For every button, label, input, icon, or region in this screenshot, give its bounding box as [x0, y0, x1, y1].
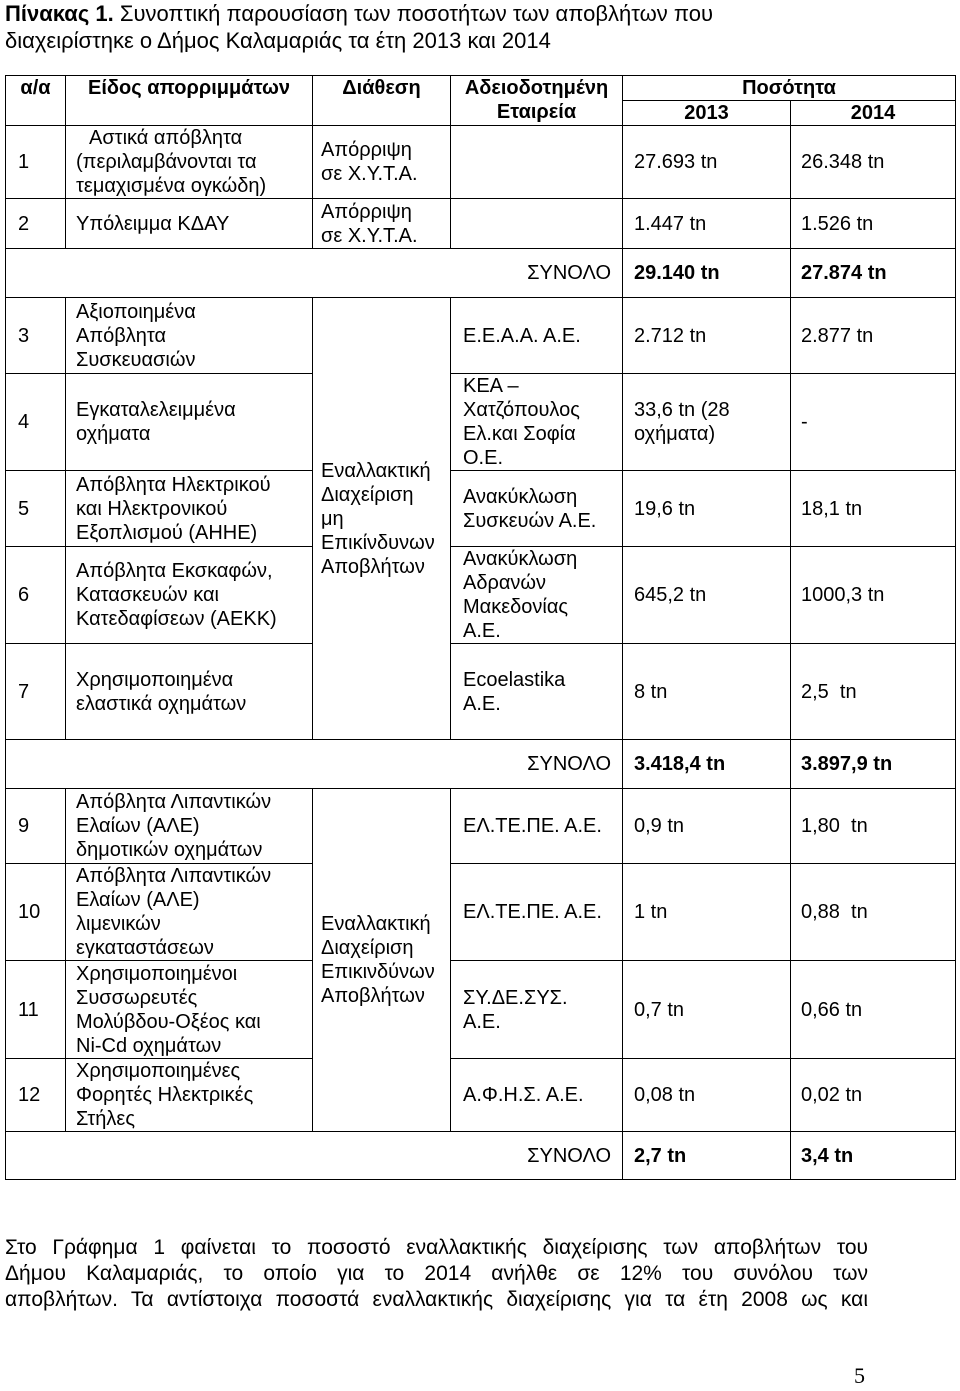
quantity-2013-cell: 2.712 tn	[623, 298, 791, 374]
quantity-2013-cell: 0,08 tn	[623, 1059, 791, 1132]
quantity-2014-cell: 2,5 tn	[791, 644, 956, 740]
table-row	[6, 199, 956, 249]
table-row	[6, 789, 956, 864]
quantity-2014-cell: 0,88 tn	[791, 864, 956, 961]
quantity-2014-cell: -	[791, 374, 956, 471]
quantity-2013-cell: 0,9 tn	[623, 789, 791, 864]
quantity-2014-cell: 26.348 tn	[791, 126, 956, 199]
total-2013-cell: 2,7 tn	[623, 1132, 791, 1180]
header-disposal: Διάθεση	[313, 76, 451, 126]
total-label: ΣΥΝΟΛΟ	[6, 740, 623, 789]
table-row	[6, 1059, 956, 1132]
table-row	[6, 864, 956, 961]
company-cell: ΣΥ.ΔΕ.ΣΥΣ. Α.Ε.	[451, 961, 623, 1059]
header-quantity: Ποσότητα	[623, 76, 956, 101]
total-row	[6, 1132, 956, 1180]
row-index: 7	[6, 644, 66, 740]
disposal-cell: Απόρριψη σε Χ.Υ.Τ.Α.	[313, 126, 451, 199]
quantity-2013-cell: 33,6 tn (28 οχήματα)	[623, 374, 791, 471]
waste-type-cell: Χρησιμοποιημένα ελαστικά οχημάτων	[66, 644, 313, 740]
total-label: ΣΥΝΟΛΟ	[6, 1132, 623, 1180]
quantity-2014-cell: 0,02 tn	[791, 1059, 956, 1132]
waste-type-cell: Αξιοποιημένα Απόβλητα Συσκευασιών	[66, 298, 313, 374]
body-text-line: Στο Γράφημα 1 φαίνεται το ποσοστό εναλλακτικής διαχείρισης των αποβλήτων του	[5, 1236, 868, 1259]
disposal-cell: Απόρριψη σε Χ.Υ.Τ.Α.	[313, 199, 451, 249]
body-paragraph	[5, 1235, 868, 1313]
table-caption	[5, 0, 955, 54]
quantity-2014-cell: 1000,3 tn	[791, 547, 956, 644]
table-row	[6, 374, 956, 471]
header-company: Αδειοδοτημένη Εταιρεία	[451, 76, 623, 126]
row-index: 6	[6, 547, 66, 644]
total-label: ΣΥΝΟΛΟ	[6, 249, 623, 298]
total-2013-cell: 29.140 tn	[623, 249, 791, 298]
table-row	[6, 547, 956, 644]
company-cell: Ανακύκλωση Συσκευών Α.Ε.	[451, 471, 623, 547]
company-cell: Α.Φ.Η.Σ. Α.Ε.	[451, 1059, 623, 1132]
quantity-2014-cell: 1.526 tn	[791, 199, 956, 249]
header-year-2013: 2013	[623, 101, 791, 126]
row-index: 1	[6, 126, 66, 199]
waste-type-cell: Απόβλητα Εκσκαφών, Κατασκευών και Κατεδαφίσεων (ΑΕΚΚ)	[66, 547, 313, 644]
waste-type-cell: Απόβλητα Ηλεκτρικού και Ηλεκτρονικού Εξοπλισμού (ΑΗΗΕ)	[66, 471, 313, 547]
header-waste-type: Είδος απορριμμάτων	[66, 76, 313, 126]
waste-type-cell: Χρησιμοποιημένες Φορητές Ηλεκτρικές Στήλες	[66, 1059, 313, 1132]
quantity-2014-cell: 2.877 tn	[791, 298, 956, 374]
table-row	[6, 126, 956, 199]
company-cell: Ε.Ε.Α.Α. Α.Ε.	[451, 298, 623, 374]
caption-text: Συνοπτική παρουσίαση των ποσοτήτων των αποβλήτων που	[119, 1, 714, 26]
total-2014-cell: 3,4 tn	[791, 1132, 956, 1180]
total-2013-cell: 3.418,4 tn	[623, 740, 791, 789]
row-index: 5	[6, 471, 66, 547]
header-year-2014: 2014	[791, 101, 956, 126]
row-index: 3	[6, 298, 66, 374]
company-cell: ΚΕΑ – Χατζόπουλος Ελ.και Σοφία Ο.Ε.	[451, 374, 623, 471]
quantity-2013-cell: 645,2 tn	[623, 547, 791, 644]
row-index: 12	[6, 1059, 66, 1132]
total-2014-cell: 3.897,9 tn	[791, 740, 956, 789]
waste-type-cell: Απόβλητα Λιπαντικών Ελαίων (ΑΛΕ) δημοτικών οχημάτων	[66, 789, 313, 864]
row-index: 9	[6, 789, 66, 864]
row-index: 2	[6, 199, 66, 249]
waste-quantities-table	[5, 75, 956, 1180]
quantity-2013-cell: 0,7 tn	[623, 961, 791, 1059]
row-index: 4	[6, 374, 66, 471]
quantity-2014-cell: 1,80 tn	[791, 789, 956, 864]
page-number: 5	[854, 1363, 865, 1388]
company-cell	[451, 199, 623, 249]
waste-type-cell: Αστικά απόβλητα (περιλαμβάνονται τα τεμαχισμένα ογκώδη)	[66, 126, 313, 199]
total-row	[6, 740, 956, 789]
row-index: 11	[6, 961, 66, 1059]
body-text-line: Δήμου Καλαμαριάς, το οποίο για το 2014 ανήλθε σε 12% του συνόλου των	[5, 1262, 868, 1285]
quantity-2014-cell: 0,66 tn	[791, 961, 956, 1059]
quantity-2013-cell: 1.447 tn	[623, 199, 791, 249]
total-2014-cell: 27.874 tn	[791, 249, 956, 298]
company-cell: ΕΛ.ΤΕ.ΠΕ. Α.Ε.	[451, 864, 623, 961]
quantity-2013-cell: 1 tn	[623, 864, 791, 961]
waste-type-cell: Απόβλητα Λιπαντικών Ελαίων (ΑΛΕ) λιμενικών εγκαταστάσεων	[66, 864, 313, 961]
caption-label: Πίνακας 1.	[5, 1, 114, 26]
caption-line-2: διαχειρίστηκε ο Δήμος Καλαμαριάς τα έτη 2013 και 2014	[5, 28, 551, 53]
body-text-line: αποβλήτων. Τα αντίστοιχα ποσοστά εναλλακτικής διαχείρισης για τα έτη 2008 ως και	[5, 1288, 868, 1311]
caption-line-1	[5, 0, 955, 27]
total-row	[6, 249, 956, 298]
header-row	[6, 76, 956, 101]
quantity-2013-cell: 27.693 tn	[623, 126, 791, 199]
quantity-2013-cell: 8 tn	[623, 644, 791, 740]
disposal-cell: Εναλλακτική Διαχείριση Επικινδύνων Αποβλήτων	[313, 789, 451, 1132]
waste-type-cell: Υπόλειμμα ΚΔΑΥ	[66, 199, 313, 249]
table-row	[6, 471, 956, 547]
table-row	[6, 961, 956, 1059]
company-cell	[451, 126, 623, 199]
waste-type-cell: Χρησιμοποιημένοι Συσσωρευτές Μολύβδου-Οξέος και Ni-Cd οχημάτων	[66, 961, 313, 1059]
quantity-2014-cell: 18,1 tn	[791, 471, 956, 547]
company-cell: Ανακύκλωση Αδρανών Μακεδονίας Α.Ε.	[451, 547, 623, 644]
row-index: 10	[6, 864, 66, 961]
header-index: α/α	[6, 76, 66, 126]
quantity-2013-cell: 19,6 tn	[623, 471, 791, 547]
company-cell: Ecoelastika Α.Ε.	[451, 644, 623, 740]
table-row	[6, 298, 956, 374]
company-cell: ΕΛ.ΤΕ.ΠΕ. Α.Ε.	[451, 789, 623, 864]
waste-type-cell: Εγκαταλελειμμένα οχήματα	[66, 374, 313, 471]
table-row	[6, 644, 956, 740]
disposal-cell: Εναλλακτική Διαχείριση μη Επικίνδυνων Αποβλήτων	[313, 298, 451, 740]
